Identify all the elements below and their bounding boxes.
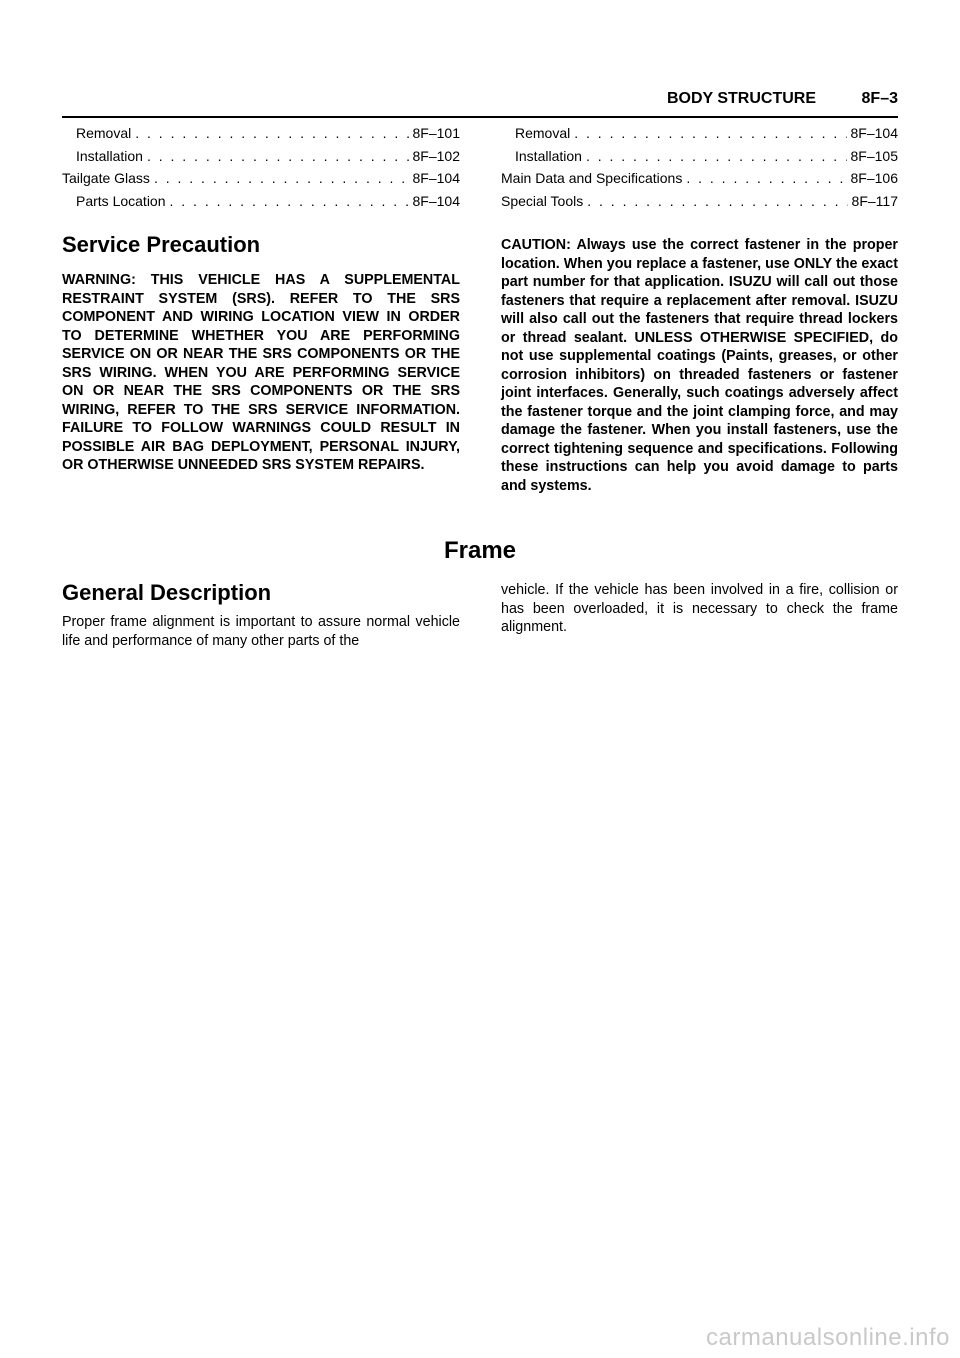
toc-entry-label: Special Tools (501, 192, 584, 209)
page-header (62, 88, 898, 118)
toc-leader-dots (686, 167, 846, 189)
toc-leader-dots (170, 190, 409, 212)
toc-leader-dots (135, 122, 408, 144)
toc-entry-page: 8F–104 (412, 192, 460, 209)
toc-entry[interactable] (501, 167, 898, 190)
service-precaution-section (62, 232, 460, 475)
toc-entry[interactable] (501, 122, 898, 145)
general-description-section (62, 580, 460, 650)
general-description-heading: General Description (62, 580, 272, 605)
general-description-continued (501, 581, 898, 637)
toc-entry-page: 8F–104 (412, 170, 460, 186)
toc-entry-page: 8F–105 (850, 147, 898, 164)
toc-entry-page: 8F–101 (412, 125, 460, 141)
toc-entry-label: Main Data and Specifications (501, 170, 683, 186)
toc-leader-dots (586, 145, 847, 167)
toc-entry-page: 8F–102 (412, 147, 460, 164)
toc-entry[interactable] (62, 122, 460, 145)
service-precaution-heading: Service Precaution (62, 232, 261, 257)
toc-entry-label: Removal (76, 125, 132, 141)
toc-entry-page: 8F–104 (850, 125, 898, 141)
toc-entry-page: 8F–117 (851, 192, 898, 209)
toc-entry-label: Installation (515, 147, 582, 164)
srs-warning-text: WARNING: THIS VEHICLE HAS A SUPPLEMENTAL RESTRAINT SYSTEM (SRS). REFER TO THE SRS COMPONENT AND WIRING LOCATION VIEW IN ORDER TO DETERMINE WHETHER YOU ARE PERFORMING SERVICE ON OR NEAR THE SRS COMPONENTS OR THE SRS WIRING. WHEN YOU ARE PERFORMING SERVICE ON OR NEAR THE SRS COMPONENTS OR THE SRS WIRING, REFER TO THE SRS SERVICE INFORMATION. FAILURE TO FOLLOW WARNINGS COULD RESULT IN POSSIBLE AIR BAG DEPLOYMENT, PERSONAL INJURY, OR OTHERWISE UNNEEDED SRS SYSTEM REPAIRS. (62, 272, 460, 473)
toc-entry-page: 8F–106 (850, 170, 898, 186)
toc-leader-dots (587, 190, 847, 212)
fastener-caution-text: CAUTION: Always use the correct fastener in the proper location. When you replace a fastener, use ONLY the exact part number for that application. ISUZU will call out those fasteners that require a replacement after removal. ISUZU will also call out the fasteners that require thread lockers or thread sealant. UNLESS OTHERWISE SPECIFIED, do not use supplemental coatings (Paints, greases, or other corrosion inhibitors) on threaded fasteners or fastener joint interfaces. Generally, such coatings adversely affect the fastener torque and the joint clamping force, and may damage the fastener. When you install fasteners, use the correct tightening sequence and specifications. Following these instructions can help you avoid damage to parts and systems. (501, 237, 898, 494)
toc-entry-label: Installation (76, 147, 143, 164)
toc-entry-label: Tailgate Glass (62, 170, 150, 186)
toc-left (62, 122, 460, 212)
toc-entry-label: Parts Location (76, 192, 166, 209)
toc-right (501, 122, 898, 212)
toc-leader-dots (147, 145, 409, 167)
section-title: BODY STRUCTURE (666, 90, 816, 107)
general-description-text-left: Proper frame alignment is important to assure normal vehicle life and performance of many other parts of the (62, 614, 460, 649)
toc-entry[interactable] (501, 190, 898, 213)
page-number: 8F–3 (861, 90, 898, 107)
toc-entry[interactable] (62, 190, 460, 213)
toc-entry[interactable] (62, 167, 460, 190)
toc-leader-dots (154, 167, 409, 189)
toc-entry-label: Removal (515, 125, 571, 141)
toc-entry[interactable] (501, 145, 898, 168)
caution-section (501, 236, 898, 495)
watermark-footer: carmanualsonline.info (706, 1324, 950, 1351)
toc-entry[interactable] (62, 145, 460, 168)
general-description-text-right: vehicle. If the vehicle has been involved in a fire, collision or has been overloaded, it is necessary to check the frame alignment. (501, 582, 898, 635)
frame-title: Frame (443, 537, 517, 564)
toc-leader-dots (574, 122, 846, 144)
